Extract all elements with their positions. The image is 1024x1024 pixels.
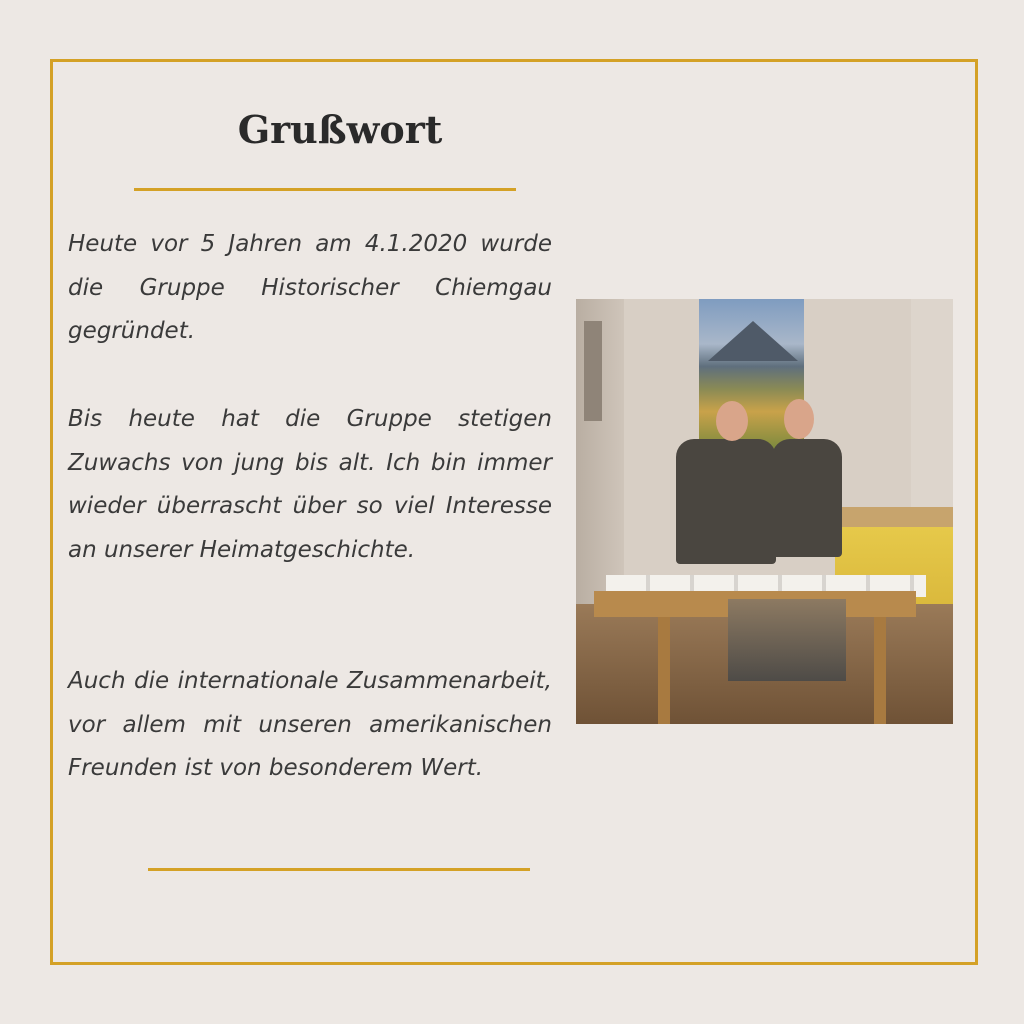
photo-table-leg [658,617,670,724]
paragraph-founding: Heute vor 5 Jahren am 4.1.2020 wurde die Gruppe Historischer Chiemgau gegründet. [68,231,552,345]
photo-head-left [716,401,748,441]
group-photo [576,299,953,724]
page-title: Grußwort [237,107,443,152]
photo-wall-right [911,299,953,529]
top-divider [134,188,516,191]
paragraph-international: Auch die internationale Zusammenarbeit, vor allem mit unseren amerikanischen Freunden ist von besonderem Wert. [68,668,552,782]
paragraph-growth: Bis heute hat die Gruppe stetigen Zuwachs von jung bis alt. Ich bin immer wieder überrascht über so viel Interesse an unserer Heimatgeschichte. [68,406,552,563]
photo-banner [728,599,846,681]
photo-wall-frame [584,321,602,421]
photo-person-right [772,439,842,557]
photo-mountain-peak [708,321,798,361]
photo-head-right [784,399,814,439]
photo-person-left [676,439,776,564]
photo-table-leg [874,617,886,724]
bottom-divider [148,868,530,871]
